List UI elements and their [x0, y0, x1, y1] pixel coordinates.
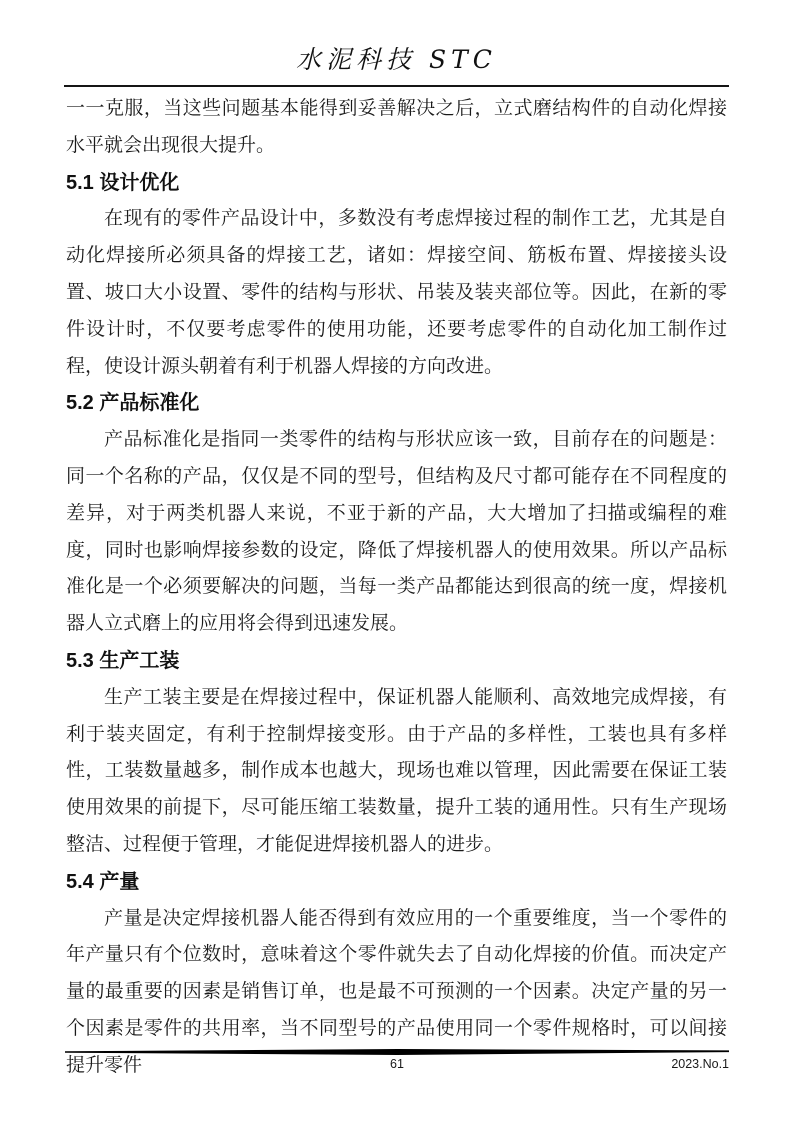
section-paragraph-5-4: 产量是决定焊接机器人能否得到有效应用的一个重要维度，当一个零件的年产量只有个位数时，意味着这个零件就失去了自动化焊接的价值。而决定产量的最重要的因素是销售订单，也是最不可预测的一个因素。决定产量的另一个因素是零件的共用率，当不同型号的产品使用同一个零件规格时，可以间接提升零件 — [66, 907, 727, 1076]
document-body — [66, 91, 727, 1085]
page-footer — [65, 1049, 729, 1089]
header-divider — [64, 85, 729, 87]
issue-label: 2023.No.1 — [671, 1057, 729, 1071]
section-heading-5-1: 5.1 设计优化 — [66, 171, 180, 194]
section-heading-5-2: 5.2 产品标准化 — [66, 392, 200, 415]
page-header — [64, 40, 729, 87]
section-heading-5-3: 5.3 生产工装 — [66, 649, 180, 672]
journal-title: 水泥科技 STC — [296, 45, 497, 74]
footer-divider — [65, 1049, 729, 1055]
section-heading-5-4: 5.4 产量 — [66, 870, 140, 893]
section-paragraph-5-2: 产品标准化是指同一类零件的结构与形状应该一致，目前存在的问题是：同一个名称的产品，仅仅是不同的型号，但结构及尺寸都可能存在不同程度的差异，对于两类机器人来说，不亚于新的产品，大大增加了扫描或编程的难度，同时也影响焊接参数的设定，降低了焊接机器人的使用效果。所以产品标准化是一个必须要解决的问题，当每一类产品都能达到很高的统一度，焊接机器人立式磨上的应用将会得到迅速发展。 — [66, 429, 727, 635]
section-paragraph-5-3: 生产工装主要是在焊接过程中，保证机器人能顺利、高效地完成焊接，有利于装夹固定，有利于控制焊接变形。由于产品的多样性，工装也具有多样性，工装数量越多，制作成本也越大，现场也难以管理，因此需要在保证工装使用效果的前提下，尽可能压缩工装数量，提升工装的通用性。只有生产现场整洁、过程便于管理，才能促进焊接机器人的进步。 — [66, 686, 727, 855]
intro-paragraph: 一一克服，当这些问题基本能得到妥善解决之后，立式磨结构件的自动化焊接水平就会出现很大提升。 — [66, 98, 727, 156]
page-number: 61 — [390, 1057, 404, 1071]
section-paragraph-5-1: 在现有的零件产品设计中，多数没有考虑焊接过程的制作工艺，尤其是自动化焊接所必须具备的焊接工艺，诸如：焊接空间、筋板布置、焊接接头设置、坡口大小设置、零件的结构与形状、吊装及装夹部位等。因此，在新的零件设计时，不仅要考虑零件的使用功能，还要考虑零件的自动化加工制作过程，使设计源头朝着有利于机器人焊接的方向改进。 — [66, 208, 727, 377]
